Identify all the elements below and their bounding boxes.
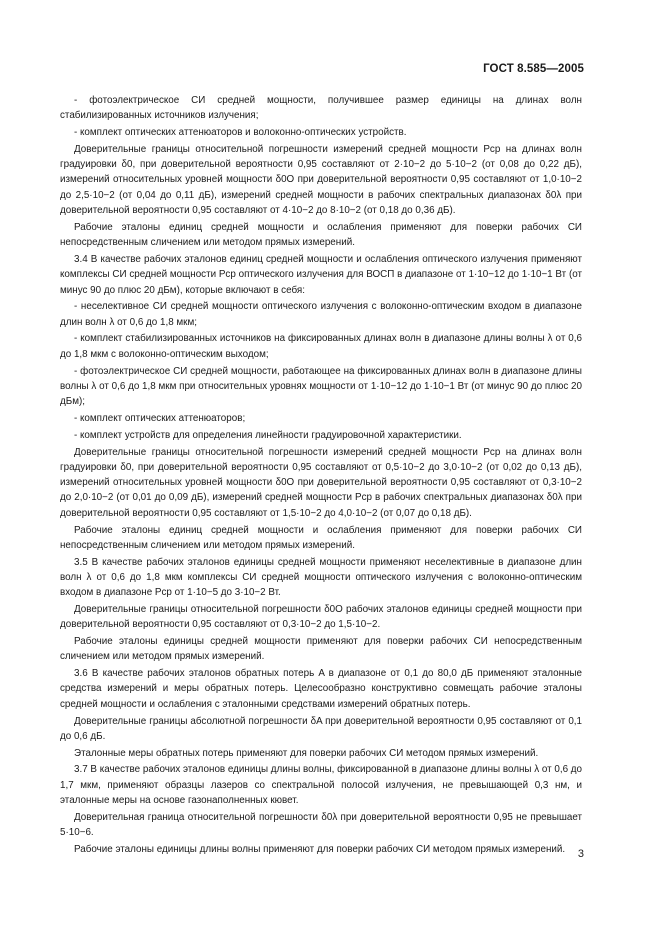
paragraph: Рабочие эталоны единицы длины волны применяют для поверки рабочих СИ методом прямых измерений. [74,843,566,855]
paragraph: Доверительные границы относительной погрешности измерений средней мощности Pср на длинах волн градуировки δ0, при доверительной вероятности 0,95 составляют от 0,5·10−2 до 3,0·10−2 (от 0,02 до 0,13 дБ), измерений относительных уровней мощности δ0О при доверительной вероятности 0,95 составляют от 0,3·10−2 до 2,0·10−2 (от 0,01 до 0,09 дБ), измерений средней мощности Pср в рабочих спектральных диапазонах δ0λ при доверительной вероятности 0,95 составляют от 1,5·10−2 до 4,0·10−2 (от 0,07 до 0,18 дБ). [60,446,582,519]
paragraph: 3.4 В качестве рабочих эталонов единиц средней мощности и ослабления оптического излучения применяют комплексы СИ средней мощности Pср оптического излучения для ВОСП в диапазоне от 1·10−12 до 1·10−1 Вт (от минус 90 до плюс 20 дБм), которые включают в себя: [60,253,582,296]
paragraph: - неселективное СИ средней мощности оптического излучения с волоконно-оптическим входом в диапазоне длин волн λ от 0,6 до 1,8 мкм; [60,301,582,328]
paragraph: Эталонные меры обратных потерь применяют для поверки рабочих СИ методом прямых измерений. [74,747,539,759]
paragraph: - комплект устройств для определения линейности градуировочной характеристики. [74,429,462,441]
paragraph: Доверительная граница относительной погрешности δ0λ при доверительной вероятности 0,95 не превышает 5·10−6. [60,811,582,839]
paragraph: - фотоэлектрическое СИ средней мощности, работающее на фиксированных длинах волн в диапазоне длины волны λ от 0,6 до 1,8 мкм при относительных уровнях мощности от 1·10−12 до 1·10−1 Вт (от минус 90 до плюс 20 дБм); [60,365,582,408]
paragraph: Рабочие эталоны единиц средней мощности и ослабления применяют для поверки рабочих СИ непосредственным сличением или методом прямых измерений. [60,221,582,249]
paragraph: 3.5 В качестве рабочих эталонов единицы средней мощности применяют неселективные в диапазоне длин волн λ от 0,6 до 1,8 мкм комплексы СИ средней мощности оптического излучения с волоконно-оптическим входом в диапазоне Pср от 1·10−5 до 3·10−2 Вт. [60,556,582,599]
paragraph: Доверительные границы относительной погрешности δ0О рабочих эталонов единицы средней мощности при доверительной вероятности 0,95 составляют от 0,3·10−2 до 1,5·10−2. [60,604,582,631]
paragraph: - комплект стабилизированных источников на фиксированных длинах волн в диапазоне длины волны λ от 0,6 до 1,8 мкм с волоконно-оптическим выходом; [60,333,582,360]
paragraph: 3.6 В качестве рабочих эталонов обратных потерь A в диапазоне от 0,1 до 80,0 дБ применяют эталонные средства измерений и меры обратных потерь. Целесообразно конструктивно совмещать рабочие эталоны средней мощности и ослабления с эталонными средствами измерений обратных потерь. [60,668,582,710]
document-body [60,93,582,859]
paragraph: 3.7 В качестве рабочих эталонов единицы длины волны, фиксированной в диапазоне длины волны λ от 0,6 до 1,7 мкм, применяют образцы лазеров со спектральной полосой излучения, не превышающей 0,3 нм, и эталонные меры на основе газонаполненных кювет. [60,764,582,807]
paragraph: Рабочие эталоны единиц средней мощности и ослабления применяют для поверки рабочих СИ непосредственным сличением или методом прямых измерений. [60,524,582,551]
paragraph: - комплект оптических аттенюаторов; [74,412,246,424]
paragraph: - комплект оптических аттенюаторов и волоконно-оптических устройств. [74,127,407,139]
page-number: 3 [577,848,584,860]
paragraph: Доверительные границы относительной погрешности измерений средней мощности Pср на длинах волн градуировки δ0, при доверительной вероятности 0,95 составляют от 2·10−2 до 5·10−2 (от 0,08 до 0,22 дБ), измерений относительных уровней мощности δ0О при доверительной вероятности 0,95 составляют от 1,0·10−2 до 2,5·10−2 (от 0,04 до 0,11 дБ), измерений средней мощности в рабочих спектральных диапазонах δ0λ при доверительной вероятности 0,95 составляют от 4·10−2 до 8·10−2 (от 0,18 до 0,36 дБ). [60,143,582,217]
paragraph: Рабочие эталоны единицы средней мощности применяют для поверки рабочих СИ непосредственным сличением или методом прямых измерений. [60,636,582,663]
document-id-header: ГОСТ 8.585—2005 [483,63,584,75]
paragraph: Доверительные границы абсолютной погрешности δA при доверительной вероятности 0,95 составляют от 0,1 до 0,6 дБ. [60,715,582,742]
paragraph: - фотоэлектрическое СИ средней мощности, получившее размер единицы на длинах волн стабилизированных источников излучения; [60,95,582,122]
